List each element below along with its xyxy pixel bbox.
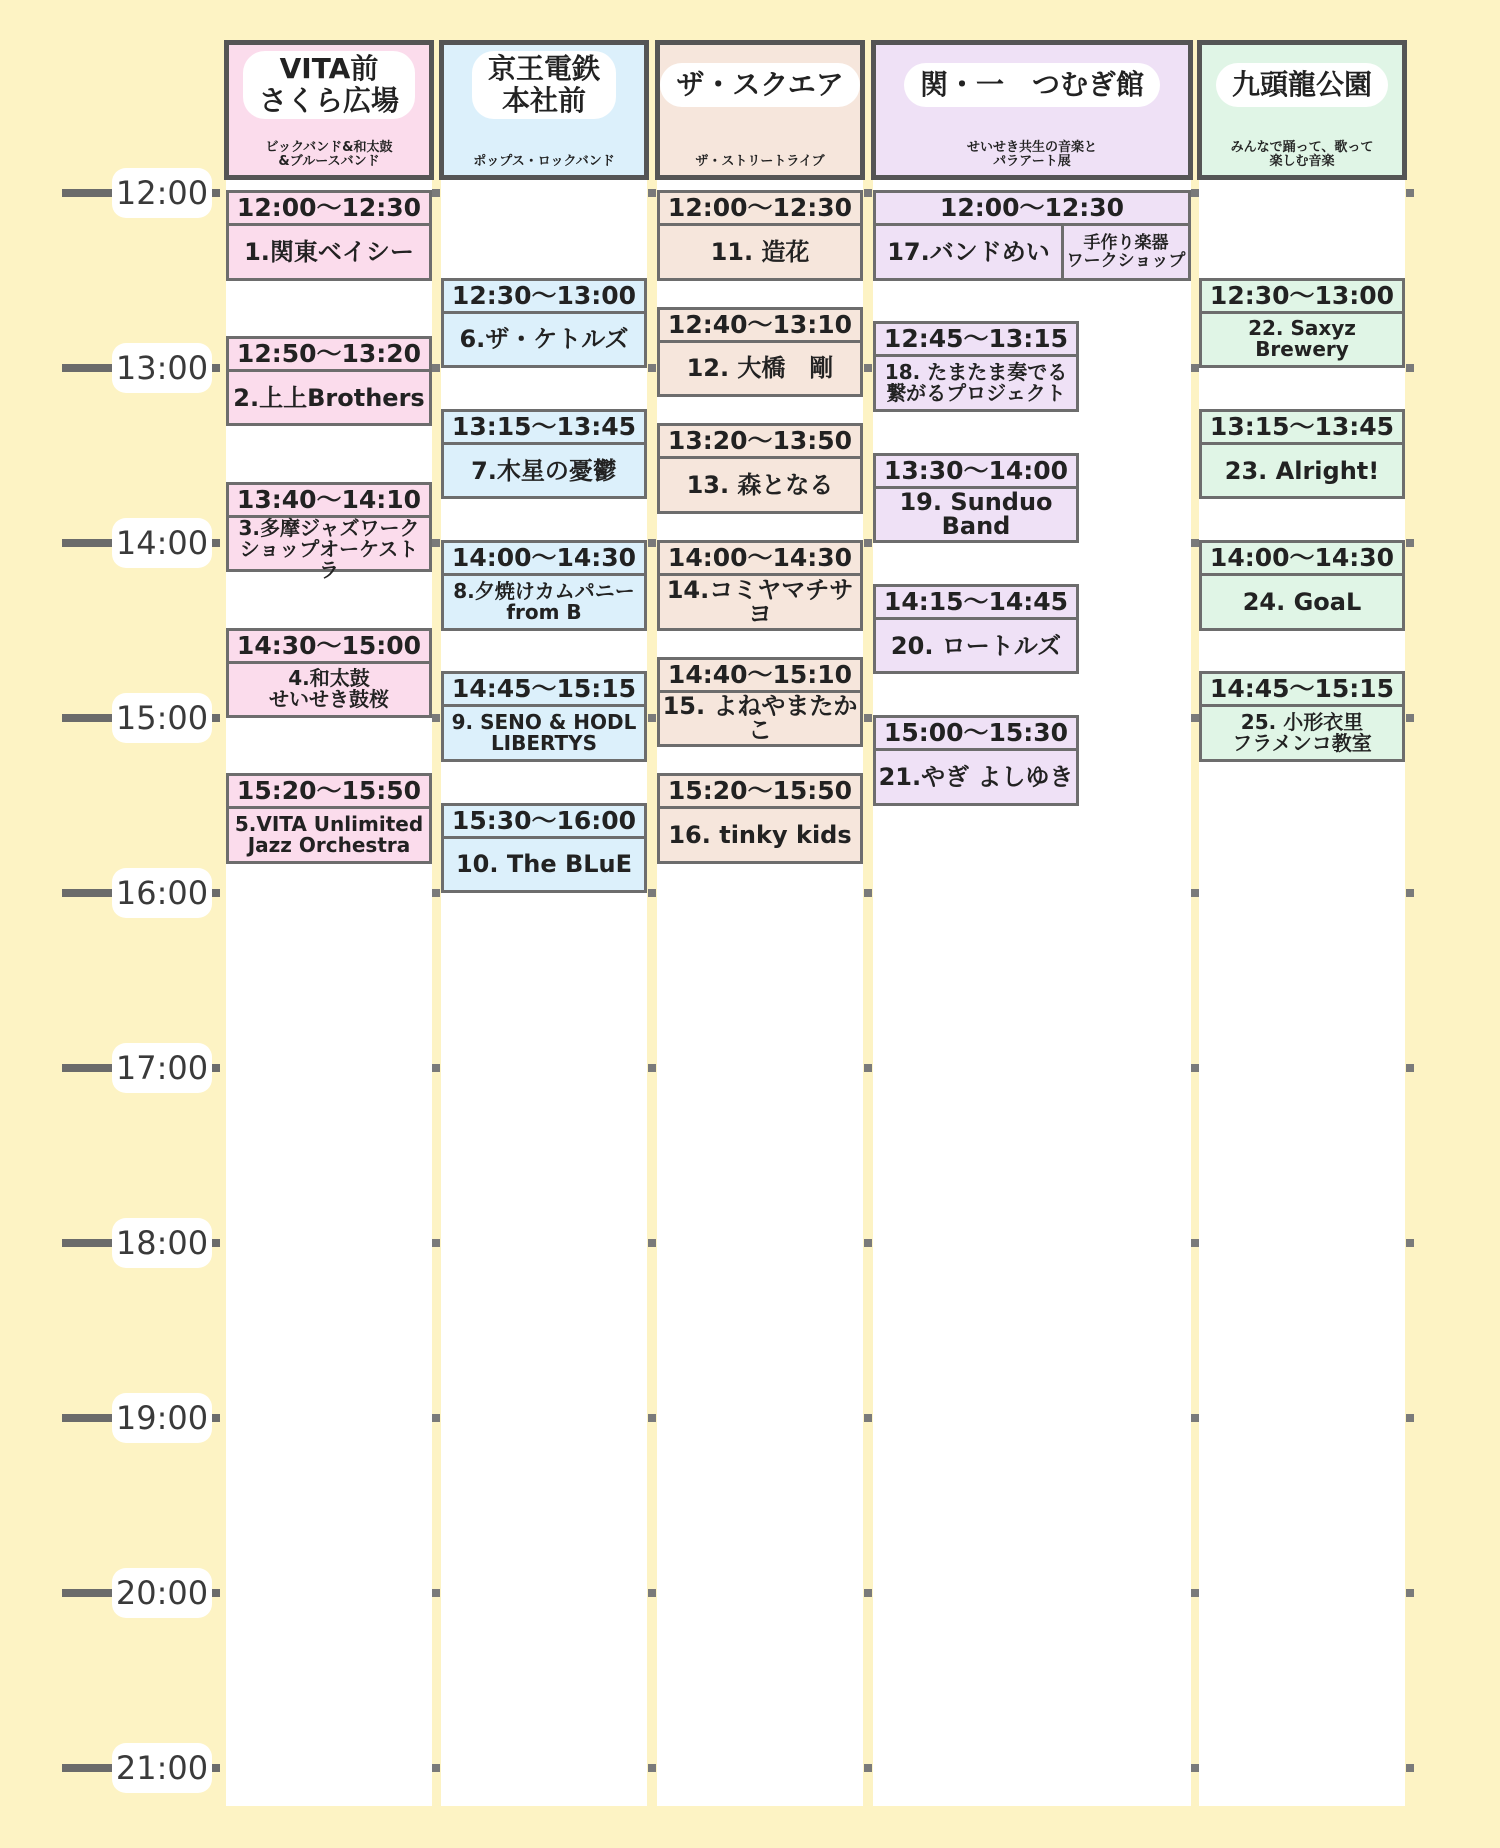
event-name: 11. 造花 — [710, 237, 810, 266]
hour-marker — [432, 714, 440, 722]
hour-marker — [648, 1064, 656, 1072]
event-time: 14:45〜15:15 — [1202, 674, 1402, 707]
event-time: 14:30〜15:00 — [229, 631, 429, 664]
event-name: 23. Alright! — [1224, 456, 1380, 485]
time-label: 21:00 — [112, 1743, 212, 1793]
hour-marker — [648, 364, 656, 372]
hour-marker — [1191, 1239, 1199, 1247]
event-name: 1.関東ベイシー — [244, 237, 414, 266]
venue-header — [871, 40, 1193, 180]
hour-marker — [1406, 889, 1414, 897]
event-time: 15:00〜15:30 — [876, 718, 1076, 751]
event-slot — [441, 278, 647, 369]
event-name: 14.コミヤマチサヨ — [666, 575, 854, 628]
event-name: 22. Saxyz Brewery — [1248, 316, 1356, 362]
hour-marker — [1191, 889, 1199, 897]
event-slot — [1199, 278, 1405, 369]
hour-marker — [864, 714, 872, 722]
hour-marker — [648, 1239, 656, 1247]
event-slot — [873, 584, 1079, 675]
hour-marker — [864, 539, 872, 547]
event-slot — [226, 336, 432, 427]
event-slot — [873, 453, 1079, 544]
event-time: 14:00〜14:30 — [444, 543, 644, 576]
event-name: 15. よねやまたかこ — [662, 692, 858, 745]
venue-subtitle: ビックバンド&和太鼓 &ブルースバンド — [265, 140, 393, 169]
venue-name: 関・一 つむぎ館 — [904, 63, 1160, 107]
event-time: 13:15〜13:45 — [1202, 412, 1402, 445]
time-label: 18:00 — [112, 1218, 212, 1268]
event-time: 12:30〜13:00 — [1202, 281, 1402, 314]
hour-marker — [864, 1064, 872, 1072]
venue-subtitle: ザ・ストリートライブ — [695, 154, 825, 169]
time-label: 16:00 — [112, 868, 212, 918]
hour-marker — [864, 1239, 872, 1247]
hour-marker — [864, 889, 872, 897]
time-label: 17:00 — [112, 1043, 212, 1093]
event-name: 20. ロートルズ — [890, 631, 1062, 660]
venue-column-4 — [873, 180, 1191, 1806]
event-slot — [226, 628, 432, 719]
hour-marker — [432, 189, 440, 197]
event-slot — [226, 190, 432, 281]
event-time: 14:40〜15:10 — [660, 660, 860, 693]
event-name: 10. The BLuE — [455, 850, 633, 879]
venue-name: 京王電鉄 本社前 — [472, 51, 616, 119]
event-time: 12:00〜12:30 — [660, 193, 860, 226]
hour-marker — [648, 714, 656, 722]
hour-marker — [864, 364, 872, 372]
event-time: 13:20〜13:50 — [660, 426, 860, 459]
event-time: 14:15〜14:45 — [876, 587, 1076, 620]
event-time: 15:20〜15:50 — [229, 776, 429, 809]
event-body — [876, 226, 1188, 278]
event-name: 6.ザ・ケトルズ — [459, 325, 629, 354]
time-label: 12:00 — [112, 168, 212, 218]
event-slot — [657, 190, 863, 281]
hour-marker — [432, 539, 440, 547]
hour-marker — [1406, 1764, 1414, 1772]
hour-marker — [648, 539, 656, 547]
event-time: 14:00〜14:30 — [660, 543, 860, 576]
hour-marker — [1191, 1064, 1199, 1072]
venue-subtitle: せいせき共生の音楽と パラアート展 — [966, 140, 1097, 169]
event-slot — [226, 773, 432, 864]
hour-marker — [648, 189, 656, 197]
venue-header — [1197, 40, 1407, 180]
event-slot — [873, 321, 1079, 412]
event-name: 3.多摩ジャズワーク ショップオーケストラ — [238, 515, 420, 582]
hour-marker — [1191, 1589, 1199, 1597]
hour-marker — [1191, 539, 1199, 547]
hour-marker — [1406, 1064, 1414, 1072]
event-name: 19. Sunduo Band — [899, 488, 1053, 541]
event-slot — [873, 190, 1191, 281]
time-label: 15:00 — [112, 693, 212, 743]
event-name: 12. 大橋 剛 — [686, 354, 834, 383]
hour-marker — [648, 1589, 656, 1597]
hour-marker — [648, 1764, 656, 1772]
event-slot — [657, 540, 863, 631]
hour-marker — [432, 1064, 440, 1072]
hour-marker — [1191, 1764, 1199, 1772]
venue-name: ザ・スクエア — [660, 63, 859, 107]
hour-marker — [1406, 714, 1414, 722]
venue-header — [224, 40, 434, 180]
event-name: 4.和太鼓 せいせき鼓桜 — [269, 666, 389, 712]
event-name: 21.やぎ よしゆき — [878, 762, 1074, 791]
hour-marker — [1191, 1414, 1199, 1422]
hour-marker — [1406, 1414, 1414, 1422]
event-slot — [1199, 540, 1405, 631]
venue-header — [655, 40, 865, 180]
event-slot — [1199, 671, 1405, 762]
venue-header — [439, 40, 649, 180]
event-slot — [657, 657, 863, 748]
event-time: 13:30〜14:00 — [876, 456, 1076, 489]
event-slot — [657, 423, 863, 514]
hour-marker — [432, 1764, 440, 1772]
hour-marker — [432, 1414, 440, 1422]
hour-marker — [1406, 1239, 1414, 1247]
hour-marker — [648, 1414, 656, 1422]
venue-subtitle: ポップス・ロックバンド — [473, 154, 615, 169]
event-time: 15:20〜15:50 — [660, 776, 860, 809]
event-time: 15:30〜16:00 — [444, 806, 644, 839]
time-label: 13:00 — [112, 343, 212, 393]
event-name: 16. tinky kids — [668, 821, 852, 850]
event-name: 2.上上Brothers — [233, 383, 425, 412]
event-name: 5.VITA Unlimited Jazz Orchestra — [234, 812, 424, 858]
hour-marker — [432, 364, 440, 372]
event-time: 12:00〜12:30 — [876, 193, 1188, 226]
hour-marker — [864, 1764, 872, 1772]
event-name: 18. たまたま奏でる 繋がるプロジェクト — [884, 360, 1068, 405]
event-slot — [226, 482, 432, 582]
event-name: 24. GoaL — [1242, 587, 1362, 616]
event-name: 25. 小形衣里 フラメンコ教室 — [1232, 710, 1372, 755]
event-time: 13:40〜14:10 — [229, 485, 429, 518]
hour-marker — [1191, 189, 1199, 197]
event-time: 13:15〜13:45 — [444, 412, 644, 445]
event-slot — [441, 540, 647, 631]
hour-marker — [1191, 714, 1199, 722]
event-slot — [1199, 409, 1405, 500]
time-label: 20:00 — [112, 1568, 212, 1618]
hour-marker — [1191, 364, 1199, 372]
event-slot — [657, 307, 863, 398]
event-time: 14:45〜15:15 — [444, 674, 644, 707]
hour-marker — [432, 1589, 440, 1597]
event-time: 12:45〜13:15 — [876, 324, 1076, 357]
event-name: 8.夕焼けカムパニー from B — [453, 578, 635, 624]
hour-marker — [1406, 189, 1414, 197]
venue-subtitle: みんなで踊って、歌って 楽しむ音楽 — [1230, 140, 1374, 169]
hour-marker — [432, 889, 440, 897]
event-slot — [657, 773, 863, 864]
hour-marker — [1406, 364, 1414, 372]
hour-marker — [864, 189, 872, 197]
event-time: 14:00〜14:30 — [1202, 543, 1402, 576]
event-slot — [441, 803, 647, 894]
event-side-note: 手作り楽器 ワークショップ — [1061, 226, 1188, 278]
event-time: 12:50〜13:20 — [229, 339, 429, 372]
venue-name: VITA前 さくら広場 — [243, 51, 415, 119]
event-name: 13. 森となる — [686, 471, 834, 500]
hour-marker — [864, 1414, 872, 1422]
event-time: 12:00〜12:30 — [229, 193, 429, 226]
time-label: 14:00 — [112, 518, 212, 568]
hour-marker — [864, 1589, 872, 1597]
venue-name: 九頭龍公園 — [1216, 63, 1388, 107]
event-slot — [441, 671, 647, 762]
event-time: 12:30〜13:00 — [444, 281, 644, 314]
event-slot — [441, 409, 647, 500]
event-name: 7.木星の憂鬱 — [471, 456, 617, 485]
hour-marker — [432, 1239, 440, 1247]
event-time: 12:40〜13:10 — [660, 310, 860, 343]
hour-marker — [648, 889, 656, 897]
time-label: 19:00 — [112, 1393, 212, 1443]
event-name: 9. SENO & HODL LIBERTYS — [451, 710, 637, 755]
hour-marker — [1406, 1589, 1414, 1597]
hour-marker — [1406, 539, 1414, 547]
event-slot — [873, 715, 1079, 806]
event-name: 17.バンドめい — [887, 237, 1050, 266]
